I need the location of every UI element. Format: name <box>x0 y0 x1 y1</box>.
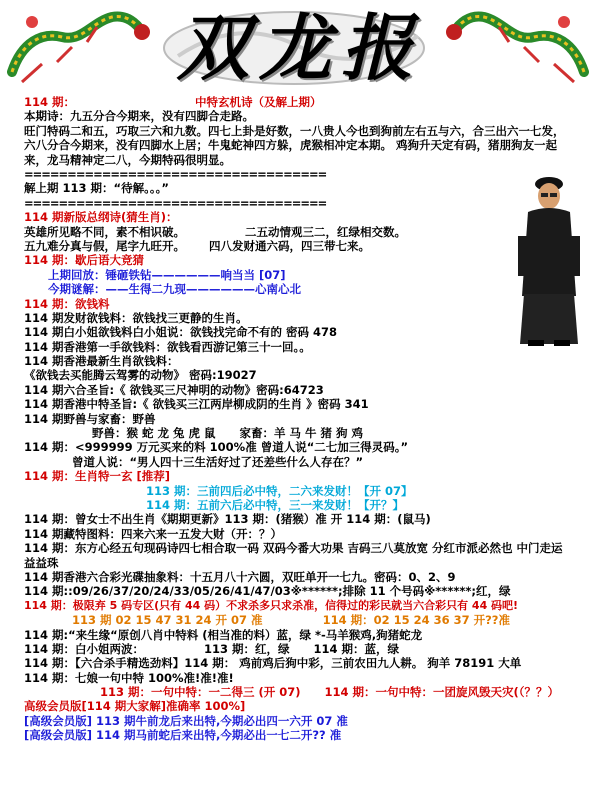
dragon-left-icon <box>2 2 152 94</box>
tip-line: 114 期::09/26/37/20/24/33/05/26/41/47/03※******;排除 11 个号码※******;红，绿 <box>24 584 511 599</box>
tip-line: 114 期：白小姐两波： 113 期：红，绿 114 期：蓝，绿 <box>24 641 400 656</box>
numbers-line: 113 期 02 15 47 31 24 开 07 准 114 期：02 15 24 36 37 开??准 <box>72 613 510 628</box>
tip-line: 曾道人说：“男人四十三生活好过了还差些什么人存在？” <box>72 454 364 469</box>
member-heading: 高级会员版[114 期大家解]准确率 100%] <box>24 699 246 714</box>
tip-line: 114 期香港最新生肖欲钱料： <box>24 354 179 369</box>
tip-line: 114 期香港中特圣旨:《 欲钱买三江两岸柳成阴的生肖 》密码 341 <box>24 397 369 412</box>
tip-line: 114 期香港第一手欲钱料：欲钱看西游记第三十一回。。 <box>24 339 311 354</box>
tip-line: 114 期香港六合彩光碟抽象料：十五月八十六圆，双旺单开一七九。密码：0、2、9 <box>24 569 456 584</box>
tip-line: 114 期白小姐欲钱料白小姐说：欲钱找完命不有的 密码 478 <box>24 325 338 340</box>
poem-paragraph: 旺门特码二和五，巧取三六和九数。四七上卦是好数，一八贵人今也到狗前左右五与六，合三出六一七发，六八分合今期来，没有四脚水上居；牛鬼蛇神四方躲，虎猴相冲定本期。 鸡狗升天定有码，猪朋狗友一起来，龙马精神定二八，今期特码很明显。 <box>24 123 565 167</box>
zodiac-groups: 野兽：猴 蛇 龙 兔 虎 鼠 家畜：羊 马 牛 猪 狗 鸡 <box>92 426 364 441</box>
main-content <box>24 95 594 743</box>
recommend-line: 114 期：五前六后必中特，三一来发财！【开？】 <box>146 497 405 512</box>
separator: =================================== <box>24 195 327 210</box>
recommend-line: 113 期：三前四后必中特，二六来发财！【开 07】 <box>146 483 413 498</box>
section-heading: 114 期：生肖特一玄 [推荐] <box>24 469 171 484</box>
riddle-last: 上期回放：锤砸铁钻——————响当当 [07] <box>48 267 286 282</box>
dragon-right-icon <box>444 2 594 94</box>
separator: =================================== <box>24 167 327 181</box>
tip-paragraph: 114 期：东方心经五句现码诗四七相合取一码 双码今番大功果 吉码三八莫放宽 分红市派必然也 中门走运益益珠 <box>24 541 563 570</box>
header-banner <box>0 0 596 96</box>
tip-line: 114 期六合圣旨:《 欲钱买三尺神明的动物》密码:64723 <box>24 382 324 397</box>
poem-line: 本期诗：九五分合今期来，没有四脚合走路。 <box>24 109 254 124</box>
member-line: [高级会员版] 114 期马前蛇后来出特,今期必出一七二开?? 准 <box>24 728 342 743</box>
one-line-tip: 113 期：一句中特：一二得三 (开 07) 114 期：一句中特：一团旋风毁天灾(（？？） <box>100 685 560 700</box>
tip-line: 114 期野兽与家畜：野兽 <box>24 411 156 426</box>
poem-row: 五九难分真与假，尾字九旺开。 四八发财通六码，四三带七来。 <box>24 238 370 253</box>
last-period-answer: 解上期 113 期：“待解。。。” <box>24 181 169 196</box>
period-heading: 114 期： 中特玄机诗（及解上期） <box>24 95 322 109</box>
tip-line: 114 期：曾女士不出生肖《期期更新》113 期：(猪猴）准 开 114 期：(鼠马) <box>24 512 431 527</box>
section-heading: 114 期新版总纲诗(猜生肖)： <box>24 210 178 225</box>
member-line: [高级会员版] 113 期牛前龙后来出特,今期必出四一六开 07 准 <box>24 713 348 728</box>
tip-line: 114 期：<999999 万元买来的料 100%准 曾道人说“二七加三得灵码。” <box>24 440 409 455</box>
tip-line: 114 期发财欲钱料：欲钱找三更静的生肖。 <box>24 310 248 325</box>
riddle-current: 今期谜解：——生得二九现——————心南心北 <box>48 282 301 297</box>
title-area <box>150 2 450 94</box>
section-heading: 114 期：歇后语大竞猜 <box>24 253 145 268</box>
tip-line: 114 期：【六合杀手精选劲料】114 期： 鸡前鸡后狗中彩，三前农田九人耕。 狗羊 78191 大单 <box>24 656 522 671</box>
tip-line: 114 期：七娘一句中特 100%准!准!准! <box>24 670 234 685</box>
section-heading: 114 期：欲钱料 <box>24 296 110 311</box>
tip-line: 114 期:“来生缘“原创八肖中特料 (相当准的料）蓝，绿 *-马羊猴鸡,狗猪蛇龙 <box>24 627 423 642</box>
tip-line: 114 期藏特图料：四来六来一五发大财（开：？） <box>24 526 283 541</box>
page-title: 双龙报 <box>176 5 423 90</box>
tip-line: 114 期：极限弃 5 码专区(只有 44 码）不求杀多只求杀准，信得过的彩民就当六合彩只有 44 码吧! <box>24 598 519 612</box>
tip-line: 《欲钱去买能腾云驾雾的动物》 密码:19027 <box>24 368 257 383</box>
poem-row: 英雄所见略不同，素不相识破。 二五动情观三二，红绿相交数。 <box>24 224 406 239</box>
